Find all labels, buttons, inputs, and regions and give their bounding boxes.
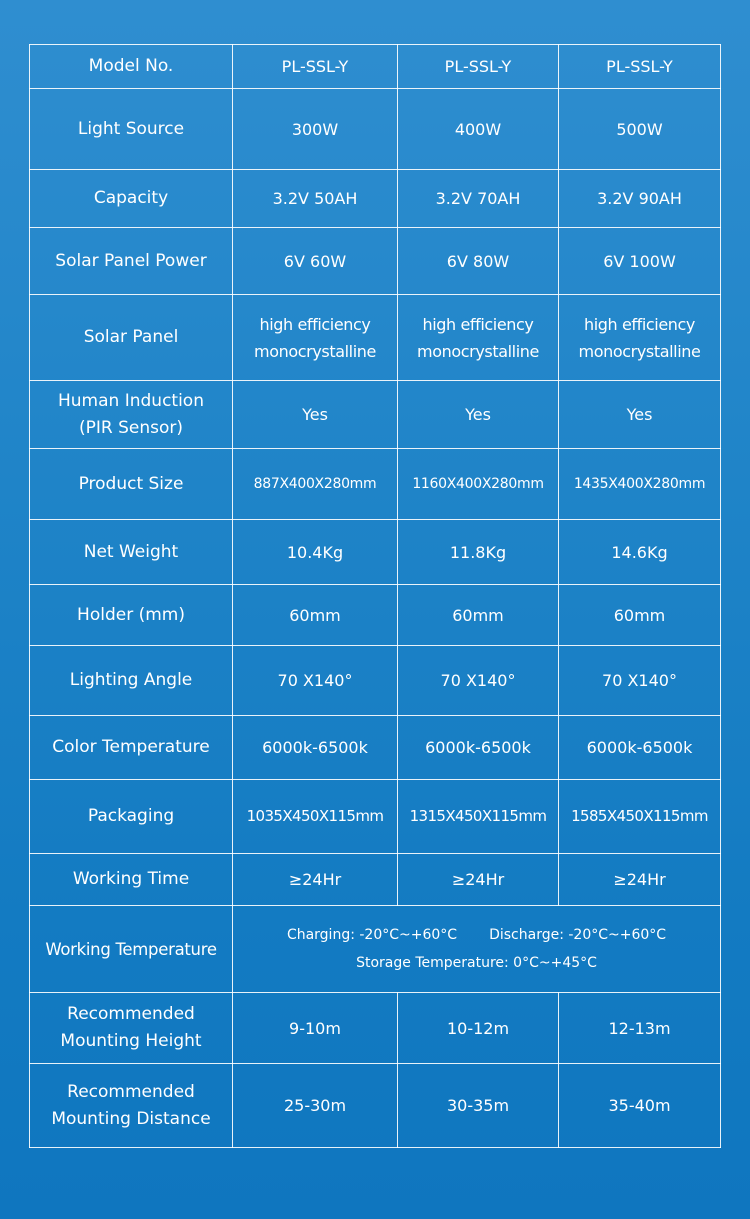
model-cell-2: PL-SSL-Y <box>398 45 559 89</box>
model-no-label: Model No. <box>30 45 233 89</box>
net-weight-cell-2: 11.8Kg <box>398 520 559 585</box>
table-row-color-temperature <box>30 716 721 780</box>
table-row-human-induction <box>30 381 721 449</box>
charging-temperature: Charging: -20°C~+60°C <box>286 927 458 943</box>
holder-label: Holder (mm) <box>30 585 233 646</box>
working-time-cell-2: ≥24Hr <box>398 854 559 906</box>
lighting-angle-label: Lighting Angle <box>30 646 233 716</box>
solar-panel-cell-2-line-1: high efficiency <box>422 314 534 334</box>
capacity-cell-1: 3.2V 50AH <box>233 170 398 228</box>
solar-panel-power-cell-3: 6V 100W <box>559 228 721 295</box>
mounting-height-cell-2: 10-12m <box>398 993 559 1064</box>
mounting-height-label <box>30 993 233 1064</box>
table-row-product-size <box>30 449 721 520</box>
table-row-packaging <box>30 780 721 854</box>
lighting-angle-cell-2: 70 X140° <box>398 646 559 716</box>
table-row-working-time <box>30 854 721 906</box>
human-induction-cell-1: Yes <box>233 381 398 449</box>
mounting-distance-label-line-1: Recommended <box>67 1081 195 1102</box>
product-size-label: Product Size <box>30 449 233 520</box>
mounting-height-cell-3: 12-13m <box>559 993 721 1064</box>
packaging-cell-1: 1035X450X115mm <box>233 780 398 854</box>
human-induction-cell-2: Yes <box>398 381 559 449</box>
solar-panel-cell-2-line-2: monocrystalline <box>417 341 539 361</box>
working-time-cell-1: ≥24Hr <box>233 854 398 906</box>
mounting-distance-cell-1: 25-30m <box>233 1064 398 1148</box>
working-time-cell-3: ≥24Hr <box>559 854 721 906</box>
table-row-working-temperature <box>30 906 721 993</box>
model-cell-1: PL-SSL-Y <box>233 45 398 89</box>
lighting-angle-cell-1: 70 X140° <box>233 646 398 716</box>
packaging-label: Packaging <box>30 780 233 854</box>
spec-table <box>29 44 721 1148</box>
solar-panel-cell-1-line-2: monocrystalline <box>254 341 376 361</box>
color-temperature-cell-1: 6000k-6500k <box>233 716 398 780</box>
table-row-solar-panel-power <box>30 228 721 295</box>
mounting-height-label-line-1: Recommended <box>67 1004 195 1024</box>
light-source-cell-2: 400W <box>398 89 559 170</box>
product-size-cell-3: 1435X400X280mm <box>559 449 721 520</box>
net-weight-cell-1: 10.4Kg <box>233 520 398 585</box>
table-row-light-source <box>30 89 721 170</box>
mounting-distance-cell-3: 35-40m <box>559 1064 721 1148</box>
color-temperature-cell-2: 6000k-6500k <box>398 716 559 780</box>
mounting-height-label-line-2: Mounting Height <box>60 1031 202 1051</box>
storage-temperature: Storage Temperature: 0°C~+45°C <box>356 955 597 971</box>
net-weight-cell-3: 14.6Kg <box>559 520 721 585</box>
capacity-cell-2: 3.2V 70AH <box>398 170 559 228</box>
solar-panel-cell-2 <box>398 295 559 381</box>
product-size-cell-2: 1160X400X280mm <box>398 449 559 520</box>
solar-panel-cell-1 <box>233 295 398 381</box>
table-row-holder <box>30 585 721 646</box>
holder-cell-1: 60mm <box>233 585 398 646</box>
mounting-distance-label <box>30 1064 233 1148</box>
working-time-label: Working Time <box>30 854 233 906</box>
lighting-angle-cell-3: 70 X140° <box>559 646 721 716</box>
solar-panel-power-label: Solar Panel Power <box>30 228 233 295</box>
human-induction-label-line-1: Human Induction <box>58 390 204 411</box>
capacity-label: Capacity <box>30 170 233 228</box>
table-row-mounting-height <box>30 993 721 1064</box>
solar-panel-cell-1-line-1: high efficiency <box>259 314 371 334</box>
light-source-cell-3: 500W <box>559 89 721 170</box>
holder-cell-3: 60mm <box>559 585 721 646</box>
product-size-cell-1: 887X400X280mm <box>233 449 398 520</box>
solar-panel-cell-3-line-2: monocrystalline <box>578 341 701 361</box>
table-row-solar-panel <box>30 295 721 381</box>
solar-panel-power-cell-2: 6V 80W <box>398 228 559 295</box>
solar-panel-cell-3 <box>559 295 721 381</box>
table-row-lighting-angle <box>30 646 721 716</box>
table-row-net-weight <box>30 520 721 585</box>
packaging-cell-2: 1315X450X115mm <box>398 780 559 854</box>
working-temperature-cell <box>233 906 721 993</box>
holder-cell-2: 60mm <box>398 585 559 646</box>
capacity-cell-3: 3.2V 90AH <box>559 170 721 228</box>
discharge-temperature: Discharge: -20°C~+60°C <box>489 927 667 943</box>
solar-panel-cell-3-line-1: high efficiency <box>583 314 696 334</box>
human-induction-label <box>30 381 233 449</box>
net-weight-label: Net Weight <box>30 520 233 585</box>
light-source-label: Light Source <box>30 89 233 170</box>
table-row-mounting-distance <box>30 1064 721 1148</box>
model-cell-3: PL-SSL-Y <box>559 45 721 89</box>
solar-panel-label: Solar Panel <box>30 295 233 381</box>
table-row-model-no <box>30 45 721 89</box>
table-row-capacity <box>30 170 721 228</box>
color-temperature-label: Color Temperature <box>30 716 233 780</box>
color-temperature-cell-3: 6000k-6500k <box>559 716 721 780</box>
working-temperature-label: Working Temperature <box>30 906 233 993</box>
mounting-distance-cell-2: 30-35m <box>398 1064 559 1148</box>
working-temperature-line-1 <box>235 921 718 949</box>
light-source-cell-1: 300W <box>233 89 398 170</box>
human-induction-cell-3: Yes <box>559 381 721 449</box>
mounting-height-cell-1: 9-10m <box>233 993 398 1064</box>
packaging-cell-3: 1585X450X115mm <box>559 780 721 854</box>
human-induction-label-line-2: (PIR Sensor) <box>78 417 184 438</box>
mounting-distance-label-line-2: Mounting Distance <box>51 1108 211 1129</box>
solar-panel-power-cell-1: 6V 60W <box>233 228 398 295</box>
